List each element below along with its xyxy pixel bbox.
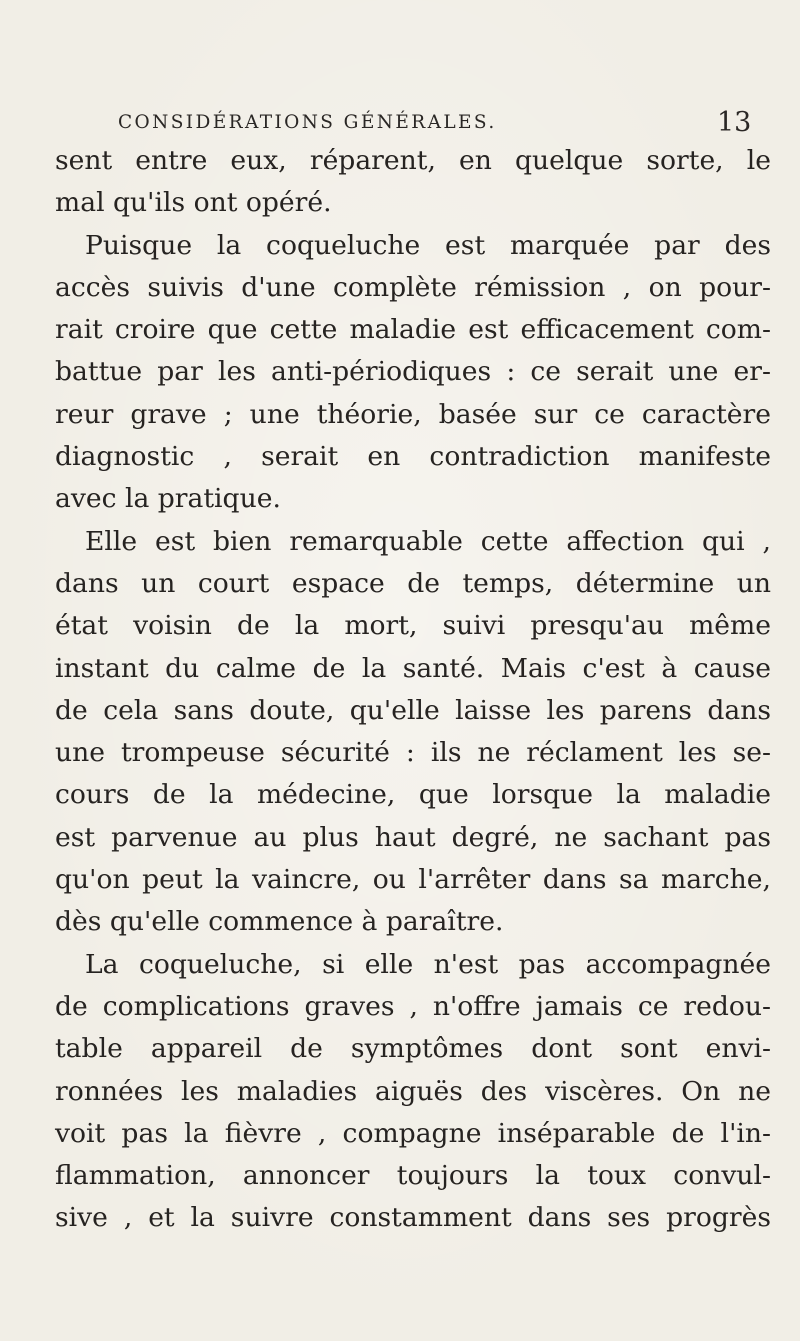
text-line: de complications graves , n'offre jamais ce redou- (55, 990, 771, 1022)
text-line: avec la pratique. (55, 483, 281, 515)
running-title: CONSIDÉRATIONS GÉNÉRALES. (118, 112, 497, 133)
text-line: instant du calme de la santé. Mais c'est à cause (55, 652, 771, 684)
text-line: dans un court espace de temps, détermine un (55, 567, 771, 599)
text-line: Puisque la coqueluche est marquée par des (85, 229, 771, 261)
text-line: sent entre eux, réparent, en quelque sorte, le (55, 145, 771, 176)
text-line: cours de la médecine, que lorsque la maladie (55, 779, 771, 811)
text-line: dès qu'elle commence à paraître. (55, 906, 504, 938)
text-line: ronnées les maladies aiguës des viscères. On ne (55, 1075, 771, 1107)
text-line: de cela sans doute, qu'elle laisse les parens dans (55, 694, 771, 726)
text-line: diagnostic , serait en contradiction manifeste (55, 441, 771, 473)
text-line: voit pas la fièvre , compagne inséparable de l'in- (55, 1117, 771, 1149)
text-line: état voisin de la mort, suivi presqu'au même (55, 610, 771, 642)
text-line: Elle est bien remarquable cette affection qui , (85, 525, 771, 557)
text-line: battue par les anti-périodiques : ce serait une er- (55, 356, 771, 388)
text-line: reur grave ; une théorie, basée sur ce caractère (55, 398, 771, 430)
text-line: rait croire que cette maladie est efficacement com- (55, 314, 771, 346)
body-text (55, 140, 771, 1240)
text-line: accès suivis d'une complète rémission , on pour- (55, 271, 771, 303)
text-line: table appareil de symptômes dont sont envi- (55, 1033, 771, 1065)
text-line: flammation, annoncer toujours la toux convul- (55, 1160, 771, 1192)
text-line: mal qu'ils ont opéré. (55, 187, 332, 219)
text-line: est parvenue au plus haut degré, ne sachant pas (55, 821, 771, 853)
text-line: une trompeuse sécurité : ils ne réclament les se- (55, 737, 771, 769)
text-line: qu'on peut la vaincre, ou l'arrêter dans sa marche, (55, 864, 771, 896)
page-number: 13 (717, 107, 752, 138)
text-line: sive , et la suivre constamment dans ses progrès (55, 1202, 771, 1234)
text-line: La coqueluche, si elle n'est pas accompagnée (85, 948, 771, 980)
